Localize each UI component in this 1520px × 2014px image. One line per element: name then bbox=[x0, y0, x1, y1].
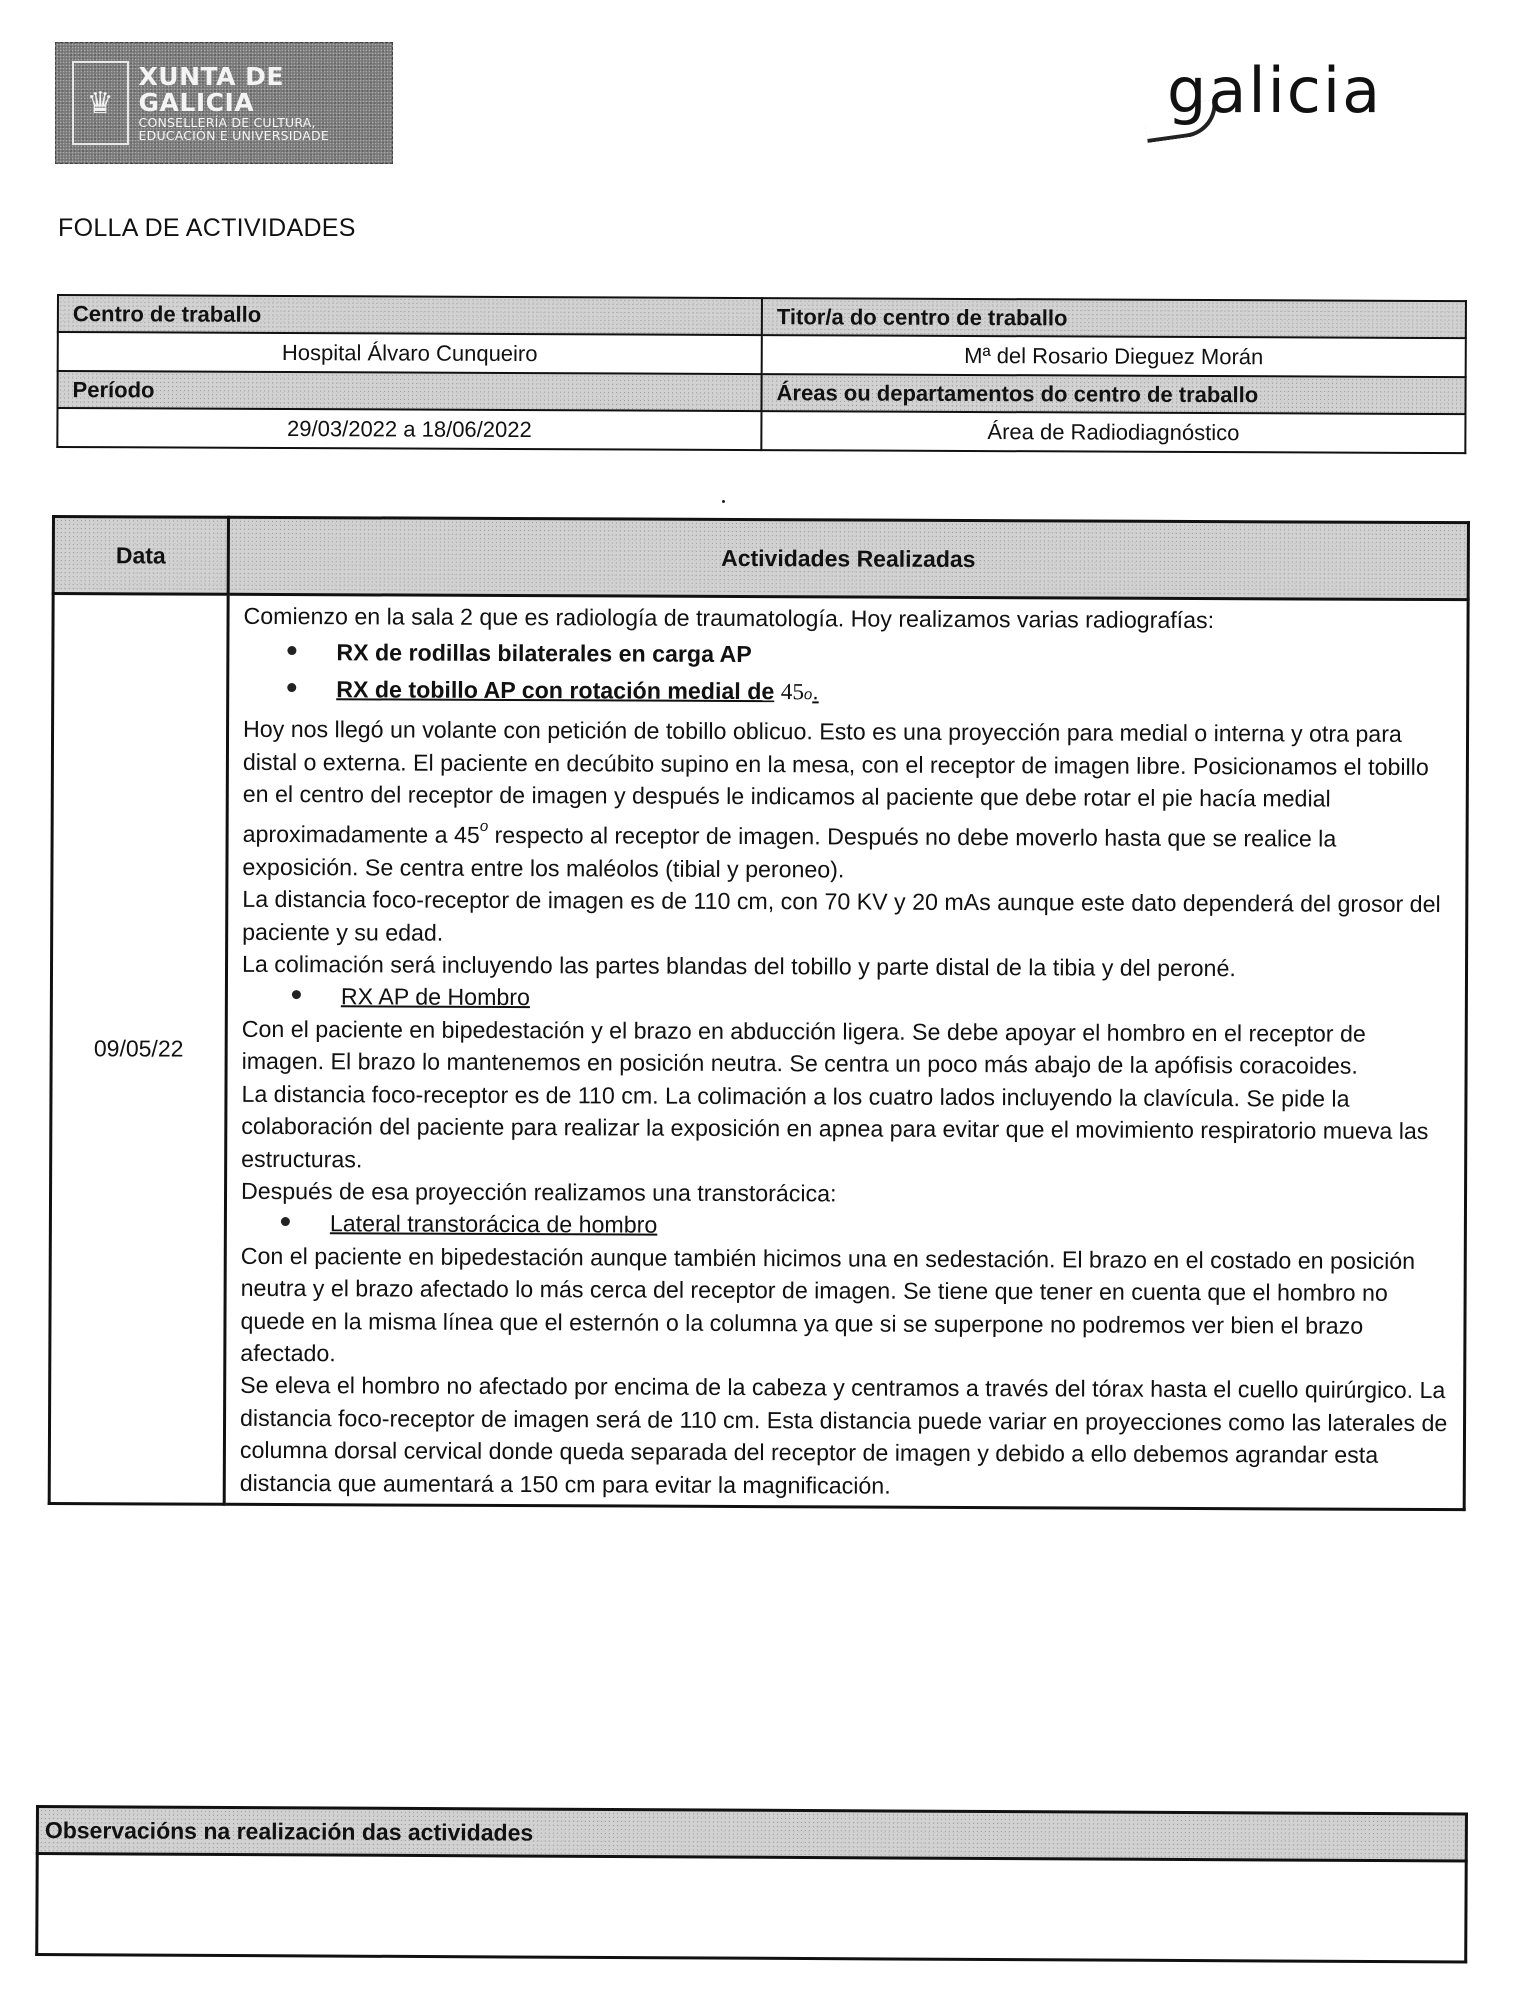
activity-intro: Comienzo en la sala 2 que es radiología de traumatología. Hoy realizamos varias radiografías: bbox=[243, 602, 1215, 634]
xunta-logo-text bbox=[138, 61, 392, 144]
paragraph bbox=[242, 713, 1454, 888]
degree-sup: o bbox=[803, 686, 813, 704]
observations-field[interactable] bbox=[37, 1854, 1467, 1962]
table-header-row bbox=[53, 517, 1468, 600]
xunta-de-galicia-logo bbox=[55, 42, 393, 164]
activities-table bbox=[48, 515, 1470, 1511]
activity-description bbox=[224, 594, 1468, 1509]
titor-label: Titor/a do centro de traballo bbox=[762, 298, 1466, 338]
bullet-icon bbox=[281, 1217, 290, 1226]
bullet-label: RX de rodillas bilaterales en carga AP bbox=[336, 639, 752, 668]
bullet-label: RX AP de Hombro bbox=[340, 983, 531, 1011]
xunta-logo-subtitle-1: CONSELLERÍA DE CULTURA, bbox=[138, 115, 316, 131]
paragraph: La distancia foco-receptor es de 110 cm. La colimación a los cuatro lados incluyendo la clavícula. Se pide la colaboración del paciente para realizar la exposición en apnea para evitar que el movimiento respiratorio mueva las estructuras. bbox=[241, 1080, 1429, 1172]
galicia-wordmark: galicia bbox=[1167, 54, 1383, 127]
bullet-value: 45 bbox=[780, 678, 804, 706]
observations-table bbox=[35, 1805, 1468, 1963]
paragraph-text: Hoy nos llegó un volante con petición de tobillo oblicuo. Esto es una proyección para medial o interna y otra para distal o externa. El paciente en decúbito supino en la mesa, con el receptor de imagen libre. Posicionamos el tobillo en el centro del receptor de imagen y después le indicamos al paciente que debe rotar el pie hacía medial aproximadamente a 45 bbox=[242, 716, 1429, 849]
column-header-activities: Actividades Realizadas bbox=[228, 517, 1468, 599]
scan-speck bbox=[722, 500, 725, 503]
observations-label: Observacións na realización das actividades bbox=[37, 1807, 1466, 1861]
bullet-icon bbox=[292, 991, 301, 1000]
centro-label: Centro de traballo bbox=[58, 295, 762, 335]
galicia-brand-logo bbox=[1145, 54, 1405, 142]
activity-date: 09/05/22 bbox=[49, 594, 228, 1505]
areas-value: Área de Radiodiagnóstico bbox=[761, 411, 1465, 453]
periodo-label: Período bbox=[58, 371, 762, 411]
paragraph: Con el paciente en bipedestación aunque también hicimos una en sedestación. El brazo en el costado en posición neutra y el brazo afectado lo más cerca del receptor de imagen. Se tiene que tener en cuenta que el hombro no quede en la misma línea que el esternón o la columna ya que si se superpone no podremos ver bien el brazo afectado. bbox=[240, 1242, 1416, 1367]
table-row bbox=[49, 594, 1468, 1510]
paragraph: Se eleva el hombro no afectado por encima de la cabeza y centramos a través del tórax hasta el cuello quirúrgico. La distancia foco-receptor de imagen será de 110 cm. Esta distancia puede variar en proyecciones como las laterales de columna dorsal cervical donde queda separada del receptor de imagen y debido a ello debemos agrandar esta distancia que aumentará a 150 cm para evitar la magnificación. bbox=[239, 1372, 1448, 1499]
centro-value: Hospital Álvaro Cunqueiro bbox=[58, 332, 762, 374]
paragraph: Con el paciente en bipedestación y el brazo en abducción ligera. Se debe apoyar el hombro en el receptor de imagen. El brazo lo mantenemos en posición neutra. Se centra un poco más abajo de la apófisis coracoides. bbox=[241, 1015, 1366, 1079]
xunta-logo-subtitle-2: EDUCACIÓN E UNIVERSIDADE bbox=[138, 128, 329, 144]
bullet-label: Lateral transtorácica de hombro bbox=[329, 1210, 658, 1238]
coat-of-arms-icon: ♛ bbox=[72, 61, 129, 145]
bullet-item bbox=[292, 981, 1453, 1018]
column-header-date: Data bbox=[53, 517, 228, 595]
document-title: FOLLA DE ACTIVIDADES bbox=[58, 214, 356, 242]
paragraph-text: respecto al receptor de imagen. Después no debe moverlo hasta que se realice la exposición. Se centra entre los maléolos (tibial y peroneo). bbox=[242, 822, 1337, 883]
work-center-info-table bbox=[56, 294, 1467, 454]
paragraph: La distancia foco-receptor de imagen es de 110 cm, con 70 KV y 20 mAs aunque este dato dependerá del grosor del paciente y su edad. bbox=[242, 886, 1441, 946]
xunta-logo-title: XUNTA DE GALICIA bbox=[138, 61, 285, 117]
bullet-tail: . bbox=[812, 678, 819, 705]
paragraph: La colimación será incluyendo las partes blandas del tobillo y parte distal de la tibia y del peroné. bbox=[241, 950, 1236, 982]
periodo-value: 29/03/2022 a 18/06/2022 bbox=[57, 408, 761, 450]
bullet-item bbox=[287, 636, 1454, 673]
bullet-item bbox=[287, 673, 1454, 714]
paragraph: Después de esa proyección realizamos una transtorácica: bbox=[240, 1177, 837, 1207]
titor-value: Mª del Rosario Dieguez Morán bbox=[762, 335, 1466, 377]
bullet-item bbox=[281, 1207, 1452, 1245]
bullet-label: RX de tobillo AP con rotación medial de bbox=[336, 676, 775, 704]
bullet-icon bbox=[287, 683, 296, 692]
bullet-icon bbox=[287, 646, 296, 655]
areas-label: Áreas ou departamentos do centro de traballo bbox=[761, 374, 1465, 414]
degree-sup: o bbox=[479, 818, 489, 836]
